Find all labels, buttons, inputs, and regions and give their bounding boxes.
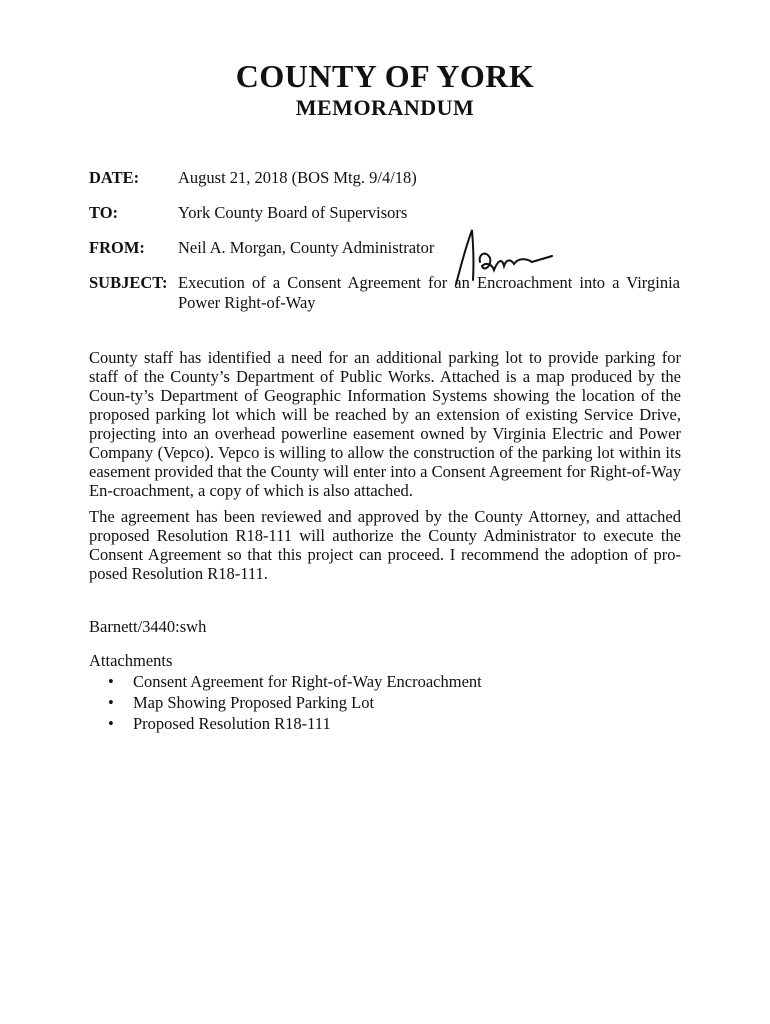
body-paragraph-1: County staff has identified a need for an additional parking lot to provide parking for staff of the County’s Department of Public Works. Attached is a map produced by the Coun-ty’s Department of Geographic Information Systems showing the location of the proposed parking lot which will be reached by an extension of existing Service Drive, projecting into an overhead powerline easement owned by Virginia Electric and Power Company (Vepco). Vepco is willing to allow the construction of the parking lot within its easement provided that the County will enter into a Consent Agreement for Right-of-Way En-croachment, a copy of which is also attached.: [89, 348, 681, 500]
attachment-item: • Proposed Resolution R18-111: [108, 714, 331, 733]
to-label: TO:: [89, 203, 119, 222]
body-paragraph-2: The agreement has been reviewed and approved by the County Attorney, and attached proposed Resolution R18-111 will authorize the County Administrator to execute the Consent Agreement so that this project can proceed. I recommend the adoption of pro-posed Resolution R18-111.: [89, 507, 681, 583]
date-value: August 21, 2018 (BOS Mtg. 9/4/18): [178, 168, 417, 187]
bullet-icon: •: [108, 672, 114, 691]
document-type-title: MEMORANDUM: [295, 95, 475, 120]
attachment-item: • Map Showing Proposed Parking Lot: [108, 693, 375, 712]
bullet-icon: •: [108, 714, 114, 733]
to-value: York County Board of Supervisors: [178, 203, 408, 222]
attachments-list: [89, 671, 482, 734]
attachment-item: • Consent Agreement for Right-of-Way Encroachment: [108, 672, 482, 691]
subject-label: SUBJECT:: [89, 273, 168, 292]
reference-initials: Barnett/3440:swh: [89, 617, 207, 636]
from-label: FROM:: [89, 238, 145, 257]
from-value: Neil A. Morgan, County Administrator: [178, 238, 435, 257]
date-label: DATE:: [89, 168, 140, 187]
bullet-icon: •: [108, 693, 114, 712]
organization-title: COUNTY OF YORK: [235, 58, 535, 94]
attachments-heading: Attachments: [89, 651, 173, 670]
subject-value: Execution of a Consent Agreement for an Encroachment into a Virginia Power Right-of-Way: [178, 273, 680, 312]
